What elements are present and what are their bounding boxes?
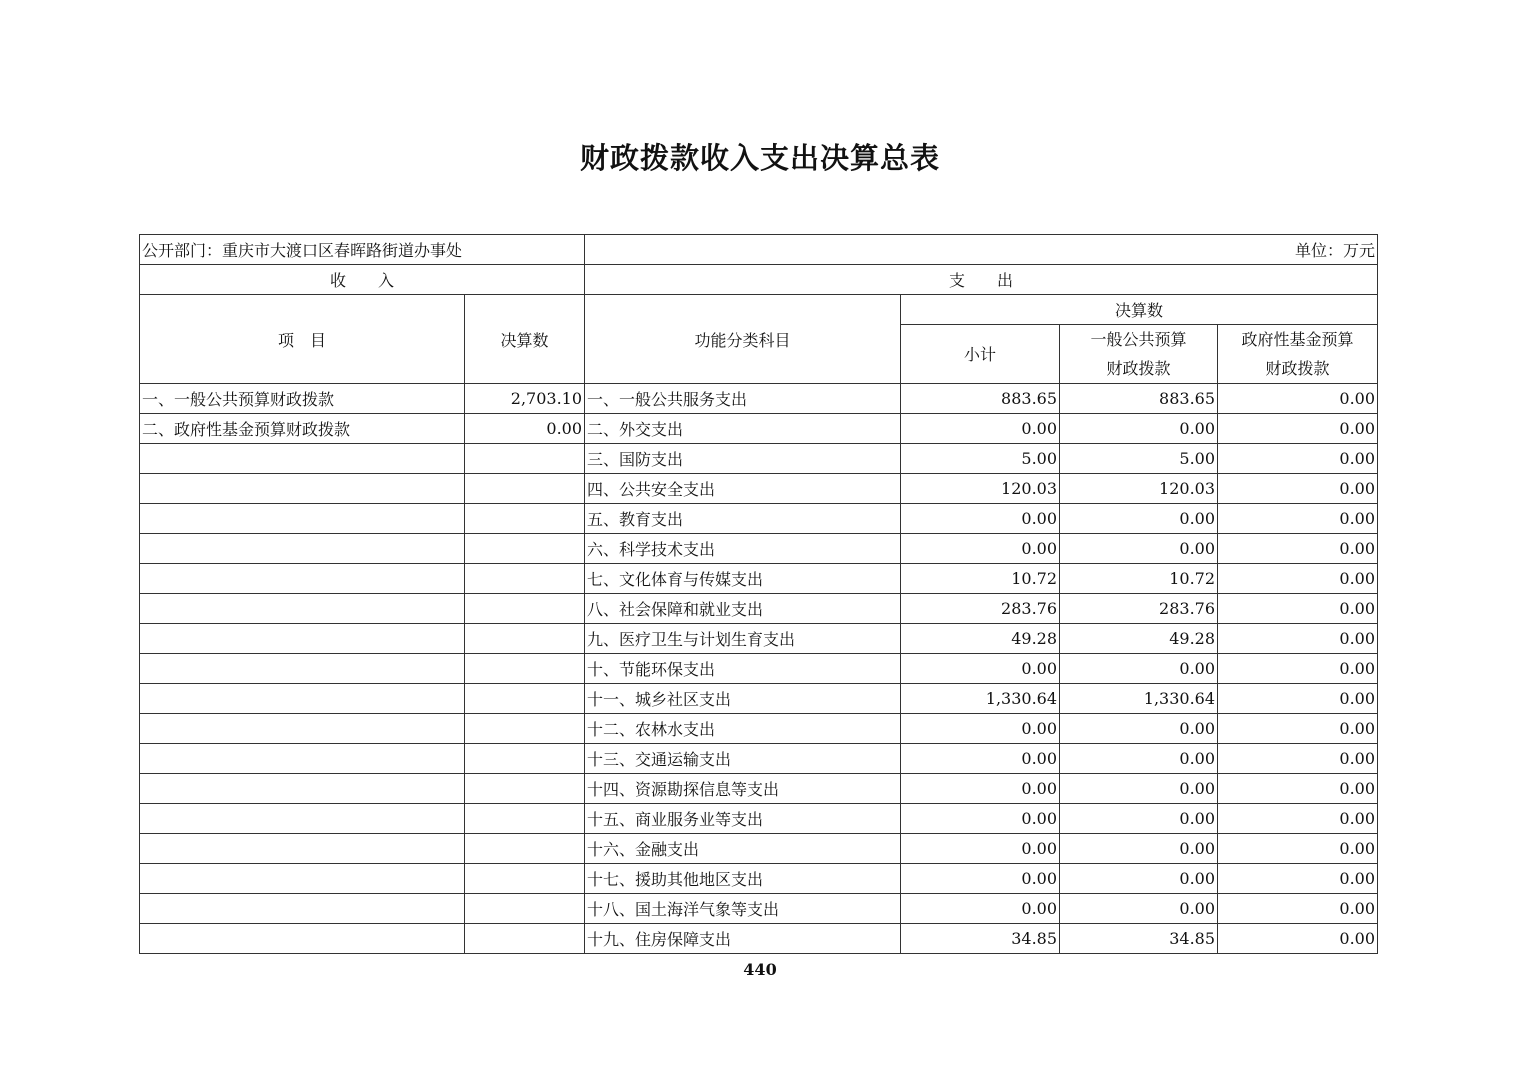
general-budget-cell: 0.00 (1060, 504, 1218, 534)
subtotal-cell: 883.65 (901, 384, 1060, 414)
income-item-cell (140, 534, 465, 564)
income-item-cell (140, 864, 465, 894)
expense-item-cell: 十九、住房保障支出 (585, 924, 901, 954)
gov-fund-cell: 0.00 (1218, 384, 1378, 414)
gov-fund-cell: 0.00 (1218, 504, 1378, 534)
income-value-cell (465, 444, 585, 474)
income-value-cell: 2,703.10 (465, 384, 585, 414)
expense-item-cell: 二、外交支出 (585, 414, 901, 444)
expense-item-cell: 十五、商业服务业等支出 (585, 804, 901, 834)
table-row (140, 714, 1378, 744)
expense-item-cell: 七、文化体育与传媒支出 (585, 564, 901, 594)
income-item-cell (140, 564, 465, 594)
income-value-cell (465, 624, 585, 654)
table-row (140, 414, 1378, 444)
table-row (140, 924, 1378, 954)
table-row (140, 534, 1378, 564)
subtotal-cell: 0.00 (901, 414, 1060, 444)
income-value-cell (465, 654, 585, 684)
gov-fund-cell: 0.00 (1218, 444, 1378, 474)
expense-item-cell: 十六、金融支出 (585, 834, 901, 864)
page-title: 财政拨款收入支出决算总表 (579, 141, 940, 175)
subtotal-cell: 0.00 (901, 534, 1060, 564)
general-budget-cell: 0.00 (1060, 714, 1218, 744)
income-value-cell (465, 564, 585, 594)
income-item-cell (140, 504, 465, 534)
subtotal-cell: 10.72 (901, 564, 1060, 594)
income-value-cell (465, 924, 585, 954)
income-value-cell (465, 744, 585, 774)
income-item-cell (140, 924, 465, 954)
gov-fund-cell: 0.00 (1218, 774, 1378, 804)
dept-cell: 公开部门：重庆市大渡口区春晖路街道办事处 (140, 235, 585, 265)
gov-fund-cell: 0.00 (1218, 744, 1378, 774)
gov-fund-cell: 0.00 (1218, 474, 1378, 504)
gov-header (1218, 325, 1378, 384)
expense-item-cell: 五、教育支出 (585, 504, 901, 534)
income-item-cell (140, 624, 465, 654)
general-budget-cell: 0.00 (1060, 894, 1218, 924)
table-row (140, 624, 1378, 654)
subtotal-cell: 0.00 (901, 834, 1060, 864)
subtotal-cell: 0.00 (901, 864, 1060, 894)
gov-fund-cell: 0.00 (1218, 834, 1378, 864)
income-item-cell (140, 774, 465, 804)
general-budget-cell: 0.00 (1060, 534, 1218, 564)
general-budget-cell: 120.03 (1060, 474, 1218, 504)
gov-fund-cell: 0.00 (1218, 534, 1378, 564)
expense-item-cell: 八、社会保障和就业支出 (585, 594, 901, 624)
income-item-cell (140, 474, 465, 504)
gov-header-line2: 财政拨款 (1265, 359, 1330, 378)
income-value-cell (465, 504, 585, 534)
subtotal-cell: 283.76 (901, 594, 1060, 624)
budget-table (139, 234, 1378, 954)
income-value-cell (465, 774, 585, 804)
subtotal-cell: 120.03 (901, 474, 1060, 504)
income-item-cell (140, 744, 465, 774)
income-item-cell (140, 444, 465, 474)
income-value-cell (465, 834, 585, 864)
income-item-cell (140, 684, 465, 714)
general-budget-cell: 0.00 (1060, 744, 1218, 774)
table-row (140, 474, 1378, 504)
unit-cell: 单位：万元 (585, 235, 1378, 265)
income-item-cell: 二、政府性基金预算财政拨款 (140, 414, 465, 444)
income-item-cell (140, 894, 465, 924)
subtotal-cell: 0.00 (901, 654, 1060, 684)
subtotal-cell: 0.00 (901, 804, 1060, 834)
table-row (140, 804, 1378, 834)
subtotal-cell: 0.00 (901, 744, 1060, 774)
gov-fund-cell: 0.00 (1218, 864, 1378, 894)
income-value-cell (465, 894, 585, 924)
table-row (140, 444, 1378, 474)
income-item-cell (140, 804, 465, 834)
subtotal-cell: 0.00 (901, 504, 1060, 534)
page-number: 440 (743, 960, 777, 979)
budget-num2-header: 决算数 (901, 295, 1378, 325)
expense-item-cell: 十七、援助其他地区支出 (585, 864, 901, 894)
expense-item-cell: 十、节能环保支出 (585, 654, 901, 684)
income-value-cell: 0.00 (465, 414, 585, 444)
general-budget-cell: 283.76 (1060, 594, 1218, 624)
expense-item-cell: 四、公共安全支出 (585, 474, 901, 504)
subtotal-cell: 34.85 (901, 924, 1060, 954)
general-budget-cell: 0.00 (1060, 834, 1218, 864)
general-header-line2: 财政拨款 (1106, 359, 1171, 378)
gov-fund-cell: 0.00 (1218, 624, 1378, 654)
general-budget-cell: 49.28 (1060, 624, 1218, 654)
general-budget-cell: 0.00 (1060, 864, 1218, 894)
expense-item-cell: 十一、城乡社区支出 (585, 684, 901, 714)
general-header (1060, 325, 1218, 384)
table-row (140, 774, 1378, 804)
income-value-cell (465, 714, 585, 744)
income-value-cell (465, 474, 585, 504)
table-row (140, 594, 1378, 624)
subtotal-cell: 0.00 (901, 714, 1060, 744)
income-value-cell (465, 534, 585, 564)
table-row (140, 894, 1378, 924)
general-budget-cell: 883.65 (1060, 384, 1218, 414)
gov-fund-cell: 0.00 (1218, 684, 1378, 714)
general-budget-cell: 10.72 (1060, 564, 1218, 594)
gov-fund-cell: 0.00 (1218, 564, 1378, 594)
subtotal-cell: 49.28 (901, 624, 1060, 654)
income-value-cell (465, 804, 585, 834)
gov-fund-cell: 0.00 (1218, 894, 1378, 924)
gov-fund-cell: 0.00 (1218, 804, 1378, 834)
expense-item-cell: 十二、农林水支出 (585, 714, 901, 744)
table-row (140, 384, 1378, 414)
expense-item-cell: 三、国防支出 (585, 444, 901, 474)
table-row (140, 834, 1378, 864)
income-item-cell (140, 594, 465, 624)
income-header: 收 入 (140, 265, 585, 295)
general-budget-cell: 5.00 (1060, 444, 1218, 474)
general-budget-cell: 0.00 (1060, 774, 1218, 804)
general-budget-cell: 1,330.64 (1060, 684, 1218, 714)
table-row (140, 564, 1378, 594)
table-row (140, 654, 1378, 684)
gov-fund-cell: 0.00 (1218, 714, 1378, 744)
general-budget-cell: 0.00 (1060, 654, 1218, 684)
expense-item-cell: 一、一般公共服务支出 (585, 384, 901, 414)
income-value-cell (465, 684, 585, 714)
table-row (140, 864, 1378, 894)
expense-header: 支 出 (585, 265, 1378, 295)
item-header: 项 目 (140, 295, 465, 384)
general-budget-cell: 34.85 (1060, 924, 1218, 954)
income-item-cell: 一、一般公共预算财政拨款 (140, 384, 465, 414)
expense-item-cell: 十四、资源勘探信息等支出 (585, 774, 901, 804)
expense-item-cell: 十八、国土海洋气象等支出 (585, 894, 901, 924)
general-budget-cell: 0.00 (1060, 804, 1218, 834)
gov-header-line1: 政府性基金预算 (1241, 330, 1354, 349)
func-category-header: 功能分类科目 (585, 295, 901, 384)
subtotal-cell: 0.00 (901, 894, 1060, 924)
budget-num-header: 决算数 (465, 295, 585, 384)
income-item-cell (140, 654, 465, 684)
gov-fund-cell: 0.00 (1218, 414, 1378, 444)
general-budget-cell: 0.00 (1060, 414, 1218, 444)
subtotal-cell: 1,330.64 (901, 684, 1060, 714)
subtotal-header: 小计 (901, 325, 1060, 384)
income-item-cell (140, 714, 465, 744)
general-header-line1: 一般公共预算 (1090, 330, 1187, 349)
gov-fund-cell: 0.00 (1218, 654, 1378, 684)
table-row (140, 684, 1378, 714)
income-item-cell (140, 834, 465, 864)
subtotal-cell: 0.00 (901, 774, 1060, 804)
table-row (140, 744, 1378, 774)
expense-item-cell: 六、科学技术支出 (585, 534, 901, 564)
expense-item-cell: 十三、交通运输支出 (585, 744, 901, 774)
expense-item-cell: 九、医疗卫生与计划生育支出 (585, 624, 901, 654)
gov-fund-cell: 0.00 (1218, 924, 1378, 954)
table-row (140, 504, 1378, 534)
gov-fund-cell: 0.00 (1218, 594, 1378, 624)
income-value-cell (465, 594, 585, 624)
income-value-cell (465, 864, 585, 894)
subtotal-cell: 5.00 (901, 444, 1060, 474)
